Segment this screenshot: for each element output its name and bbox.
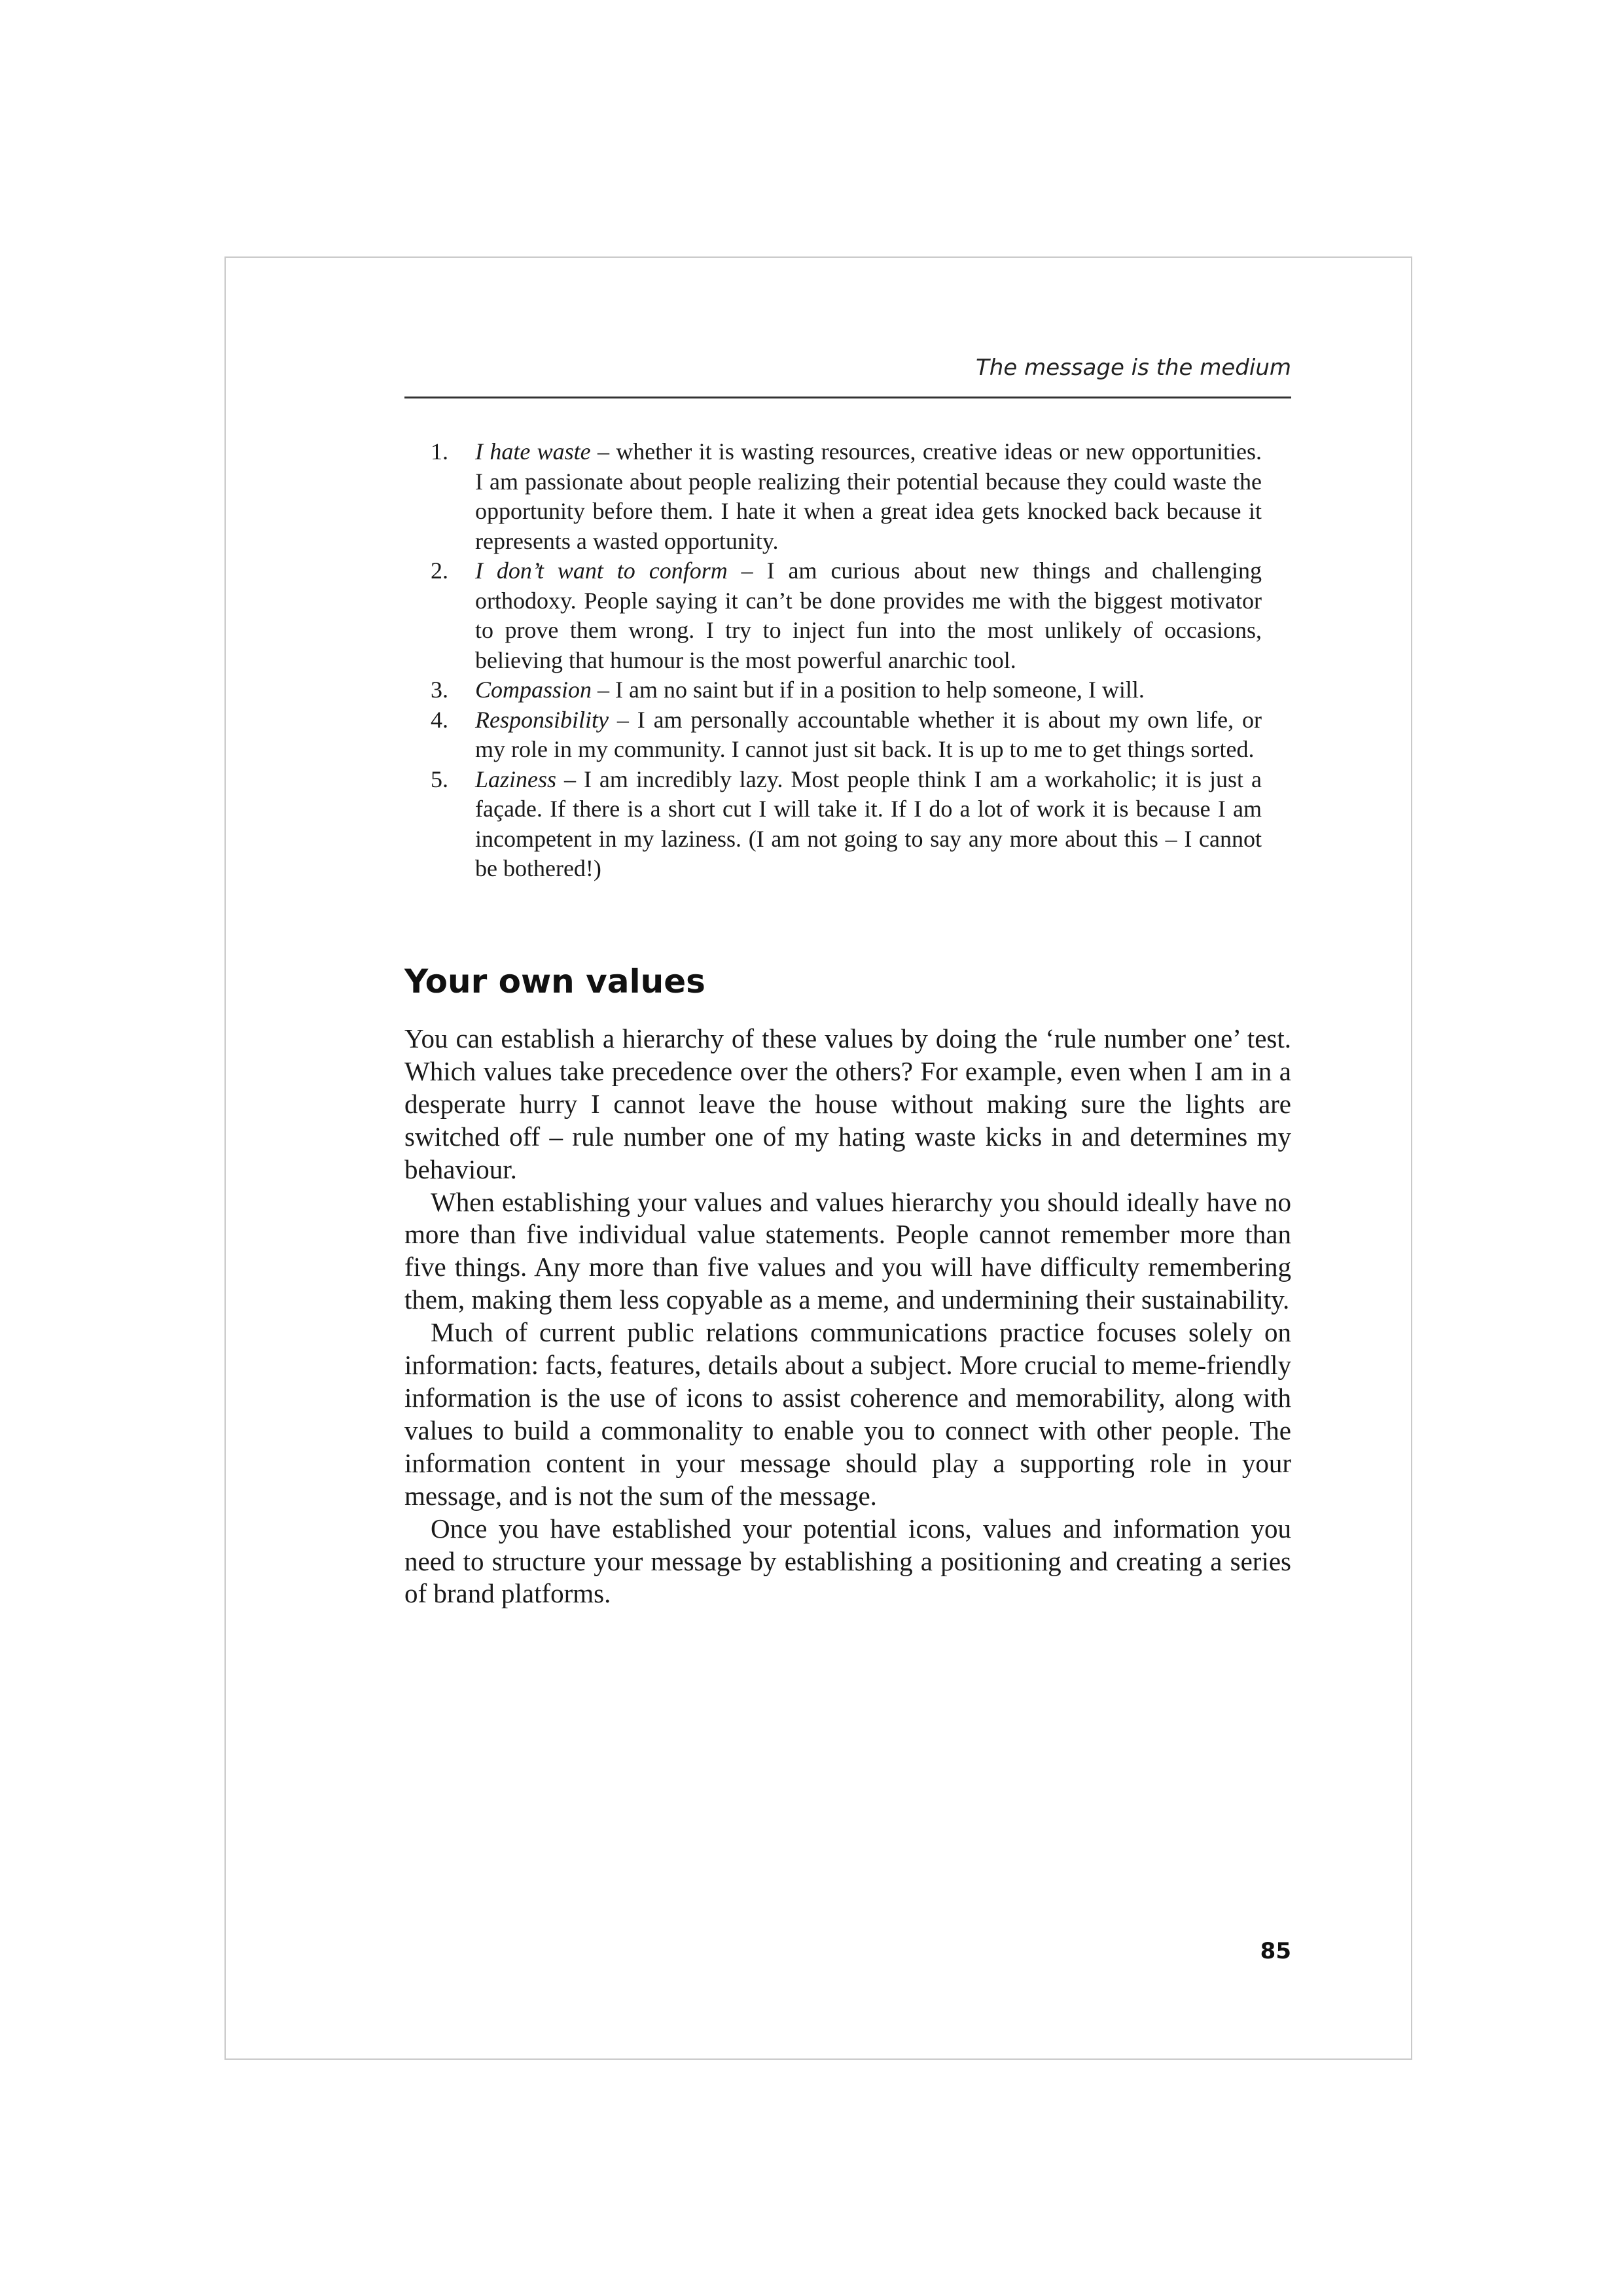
list-text: – I am no saint but if in a position to help someone, I will.	[592, 677, 1145, 703]
values-list	[404, 437, 1262, 884]
body-text	[404, 1023, 1291, 1610]
list-text: – I am incredibly lazy. Most people think I am a workaholic; it is just a façade. If there is a short cut I will take it. If I do a lot of work it is because I am incompetent in my laziness. (I am not going to say any more about this – I cannot be bothered!)	[475, 766, 1262, 881]
list-text: – I am personally accountable whether it is about my own life, or my role in my community. I cannot just sit back. It is up to me to get things sorted.	[475, 706, 1262, 762]
list-item	[404, 437, 1262, 556]
list-term: Compassion	[475, 677, 592, 703]
paragraph: Much of current public relations communications practice focuses solely on information: facts, features, details about a subject. More crucial to meme-friendly information is the use of icons to assist coherence and memorability, along with values to build a commonality to enable you to connect with other people. The information content in your message should play a supporting role in your message, and is not the sum of the message.	[404, 1317, 1291, 1511]
list-item	[404, 556, 1262, 675]
list-term: I don’t want to conform	[475, 557, 728, 584]
list-text: – I am curious about new things and challenging orthodoxy. People saying it can’t be done provides me with the biggest motivator to prove them wrong. I try to inject fun into the most unlikely of occasions, believing that humour is the most powerful anarchic tool.	[475, 557, 1262, 673]
list-number: 5.	[431, 766, 448, 792]
page-number: 85	[1260, 1938, 1291, 1964]
list-text: – whether it is wasting resources, creative ideas or new opportunities. I am passionate about people realizing their potential because they could waste the opportunity before them. I hate it when a great idea gets knocked back because it represents a wasted opportunity.	[475, 438, 1262, 554]
running-header: The message is the medium	[976, 355, 1291, 381]
list-number: 4.	[431, 706, 448, 733]
header-rule	[404, 397, 1291, 398]
list-item	[404, 675, 1262, 705]
list-item	[404, 765, 1262, 884]
list-term: Laziness	[475, 766, 557, 792]
list-number: 3.	[431, 677, 448, 703]
paragraph: When establishing your values and values hierarchy you should ideally have no more than five individual value statements. People cannot remember more than five things. Any more than five values and you will have difficulty remembering them, making them less copyable as a meme, and undermining their sustainability.	[404, 1186, 1291, 1315]
paragraph: You can establish a hierarchy of these values by doing the ‘rule number one’ test. Which values take precedence over the others? For example, even when I am in a desperate hurry I cannot leave the house without making sure the lights are switched off – rule number one of my hating waste kicks in and determines my behaviour.	[404, 1023, 1291, 1184]
list-number: 2.	[431, 557, 448, 584]
paragraph: Once you have established your potential icons, values and information you need to structure your message by establishing a positioning and creating a series of brand platforms.	[404, 1513, 1291, 1609]
list-item	[404, 705, 1262, 765]
list-number: 1.	[431, 438, 448, 465]
list-term: Responsibility	[475, 706, 609, 733]
list-term: I hate waste	[475, 438, 591, 465]
section-heading: Your own values	[404, 963, 705, 1000]
